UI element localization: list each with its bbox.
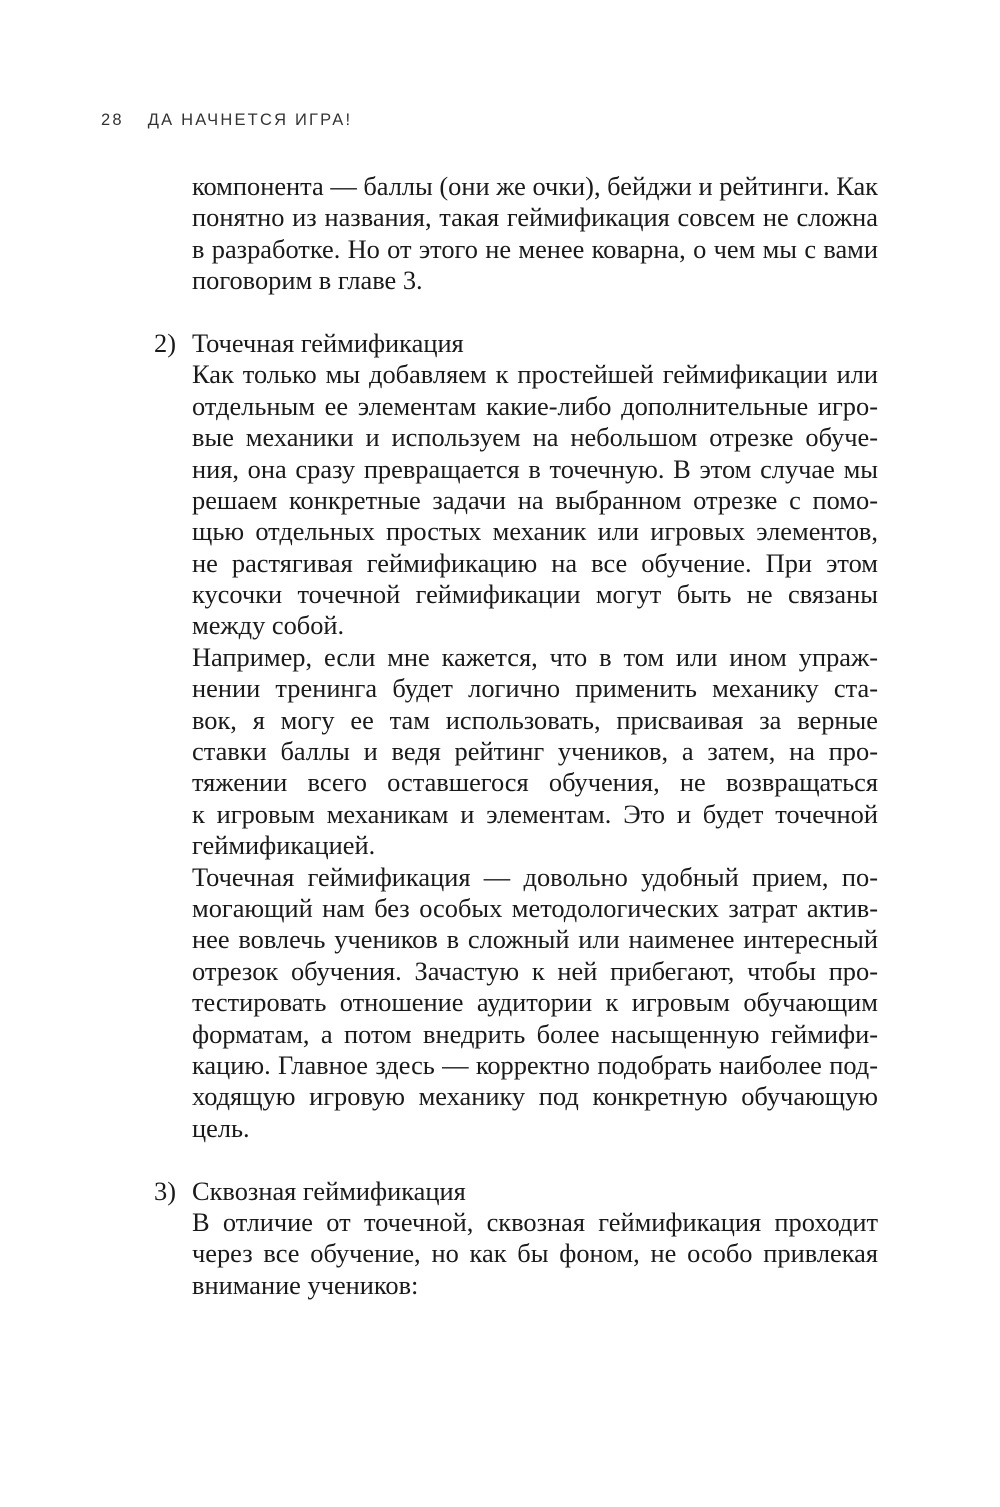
text-line: тестировать отношение аудитории к игровым обучающим: [192, 987, 878, 1018]
text-line: ния, она сразу превращается в точечную. В этом случае мы: [192, 453, 878, 484]
text-line: нее вовлечь учеников в сложный или наименее интересный: [192, 924, 878, 955]
text-line: В отличие от точечной, сквозная геймификация проходит: [192, 1206, 878, 1237]
list-item-2: [154, 327, 878, 1144]
text-line: в разработке. Но от этого не менее коварна, о чем мы с вами: [192, 233, 878, 264]
text-line: компонента — баллы (они же очки), бейджи и рейтинги. Как: [192, 171, 878, 201]
page-body: [154, 171, 878, 1301]
text-line: Как только мы добавляем к простейшей геймификации или: [192, 359, 878, 390]
text-line: отдельным ее элементам какие-либо дополнительные игро-: [192, 390, 878, 421]
text-line: решаем конкретные задачи на выбранном отрезке с помо-: [192, 484, 878, 515]
text-line: могающий нам без особых методологических затрат актив-: [192, 892, 878, 923]
text-line: тяжении всего оставшегося обучения, не возвращаться: [192, 767, 878, 798]
item-heading: [154, 327, 878, 359]
text-line: форматам, а потом внедрить более насыщенную геймифи-: [192, 1018, 878, 1049]
text-line: геймификацией.: [192, 830, 376, 861]
text-line: вок, я могу ее там использовать, присваивая за верные: [192, 704, 878, 735]
item-title: Точечная геймификация: [192, 327, 464, 358]
text-line: щью отдельных простых механик или игровых элементов,: [192, 516, 878, 547]
running-title: ДА НАЧНЕТСЯ ИГРА!: [147, 111, 353, 129]
paragraph: [192, 1207, 878, 1301]
text-line: к игровым механикам и элементам. Это и будет точечной: [192, 798, 878, 829]
text-line: через все обучение, но как бы фоном, не особо привлекая: [192, 1238, 878, 1269]
text-line: между собой.: [192, 610, 345, 641]
text-line: Точечная геймификация — довольно удобный прием, по-: [192, 861, 878, 892]
list-item-3: [154, 1175, 878, 1302]
page-number: 28: [101, 111, 124, 129]
text-line: не растягивая геймификацию на все обучение. При этом: [192, 547, 878, 578]
paragraph: [192, 642, 878, 862]
text-line: внимание учеников:: [192, 1269, 419, 1300]
item-heading: [154, 1175, 878, 1207]
item-number: 3): [154, 1175, 176, 1206]
item-number: 2): [154, 327, 176, 358]
text-line: поговорим в главе 3.: [192, 265, 423, 296]
text-line: кацию. Главное здесь — корректно подобрать наиболее под-: [192, 1049, 878, 1080]
running-head: [101, 111, 352, 130]
text-line: отрезок обучения. Зачастую к ней прибегают, чтобы про-: [192, 955, 878, 986]
text-line: ходящую игровую механику под конкретную обучающую: [192, 1081, 878, 1112]
text-line: кусочки точечной геймификации могут быть не связаны: [192, 579, 878, 610]
paragraph: [192, 862, 878, 1145]
text-line: цель.: [192, 1112, 250, 1143]
text-line: вые механики и используем на небольшом отрезке обуче-: [192, 422, 878, 453]
paragraph: [192, 359, 878, 642]
text-line: нении тренинга будет логично применить механику ста-: [192, 673, 878, 704]
text-line: понятно из названия, такая геймификация совсем не сложна: [192, 202, 878, 233]
text-line: ставки баллы и ведя рейтинг учеников, а затем, на про-: [192, 736, 878, 767]
item-title: Сквозная геймификация: [192, 1175, 466, 1206]
text-line: Например, если мне кажется, что в том или ином упраж-: [192, 641, 878, 672]
intro-paragraph: [192, 171, 878, 297]
